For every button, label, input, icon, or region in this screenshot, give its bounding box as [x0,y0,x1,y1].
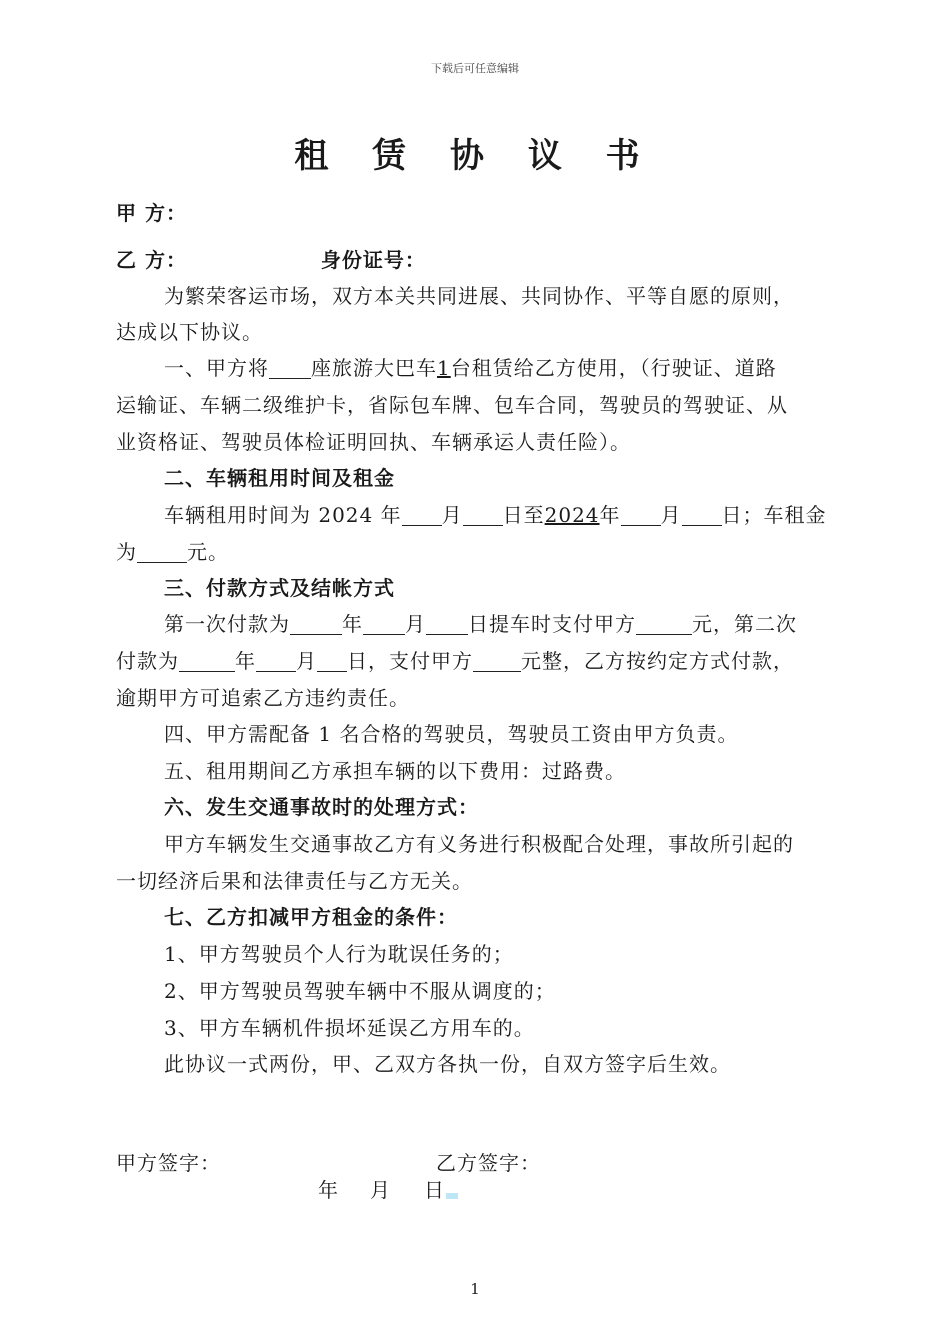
section-7-item-2: 2、甲方驾驶员驾驶车辆中不服从调度的； [164,979,556,1003]
party-a-label: 甲 方： [116,201,187,225]
rent-amount-blank [137,542,187,563]
section-2-heading: 二、车辆租用时间及租金 [164,466,395,490]
section-2-line-1: 车辆租用时间为 2024 年 月 日至2024年 月 日；车租金 [164,503,827,527]
party-b-row [116,244,426,273]
seat-count-blank [269,358,311,379]
section-4: 四、甲方需配备 1 名合格的驾驶员，驾驶员工资由甲方负责。 [164,722,739,746]
date-day: 日 [424,1178,444,1202]
page-number: 1 [470,1280,480,1298]
party-a-signature-label: 甲方签字： [116,1151,221,1175]
section-1-line-3: 业资格证、驾驶员体检证明回执、车辆承运人责任险）。 [116,430,631,454]
cursor-mark [446,1193,458,1199]
section-3-line-1: 第一次付款为 年 月 日提车时支付甲方 元，第二次 [164,612,797,636]
id-number-label: 身份证号： [320,248,426,272]
end-day-blank [682,505,722,526]
intro-line-1: 为繁荣客运市场，双方本关共同进展、共同协作、平等自愿的原则， [164,284,794,308]
document-title: 租 赁 协 议 书 [294,136,656,176]
section-5: 五、租用期间乙方承担车辆的以下费用：过路费。 [164,759,626,783]
party-b-signature-label: 乙方签字： [436,1151,541,1175]
header-note: 下载后可任意编辑 [431,62,519,75]
section-3-line-3: 逾期甲方可追索乙方违约责任。 [116,686,410,710]
closing-statement: 此协议一式两份，甲、乙双方各执一份，自双方签字后生效。 [164,1052,731,1076]
section-3-line-2: 付款为 年 月 日，支付甲方 元整，乙方按约定方式付款， [116,649,794,673]
start-day-blank [463,505,503,526]
section-7-item-1: 1、甲方驾驶员个人行为耽误任务的； [164,942,514,966]
section-6-line-1: 甲方车辆发生交通事故乙方有义务进行积极配合处理，事故所引起的 [164,832,794,856]
date-month: 月 [370,1178,390,1202]
section-7-heading: 七、乙方扣减甲方租金的条件： [164,905,458,929]
end-year: 2024 [544,503,600,527]
section-6-line-2: 一切经济后果和法律责任与乙方无关。 [116,869,473,893]
party-b-label: 乙 方： [116,248,187,272]
section-3-heading: 三、付款方式及结帐方式 [164,576,395,600]
end-month-blank [621,505,661,526]
section-6-heading: 六、发生交通事故时的处理方式： [164,795,479,819]
section-1-line-1: 一、甲方将 座旅游大巴车1台租赁给乙方使用，（行驶证、道路 [164,356,777,380]
vehicle-quantity: 1 [437,356,451,380]
date-year: 年 [318,1178,338,1202]
section-2-line-2: 为 元。 [116,540,229,564]
section-7-item-3: 3、甲方车辆机件损坏延误乙方用车的。 [164,1016,535,1040]
section-1-line-2: 运输证、车辆二级维护卡，省际包车牌、包车合同，驾驶员的驾驶证、从 [116,393,788,417]
signing-date [318,1174,458,1203]
start-month-blank [402,505,442,526]
intro-line-2: 达成以下协议。 [116,320,263,344]
